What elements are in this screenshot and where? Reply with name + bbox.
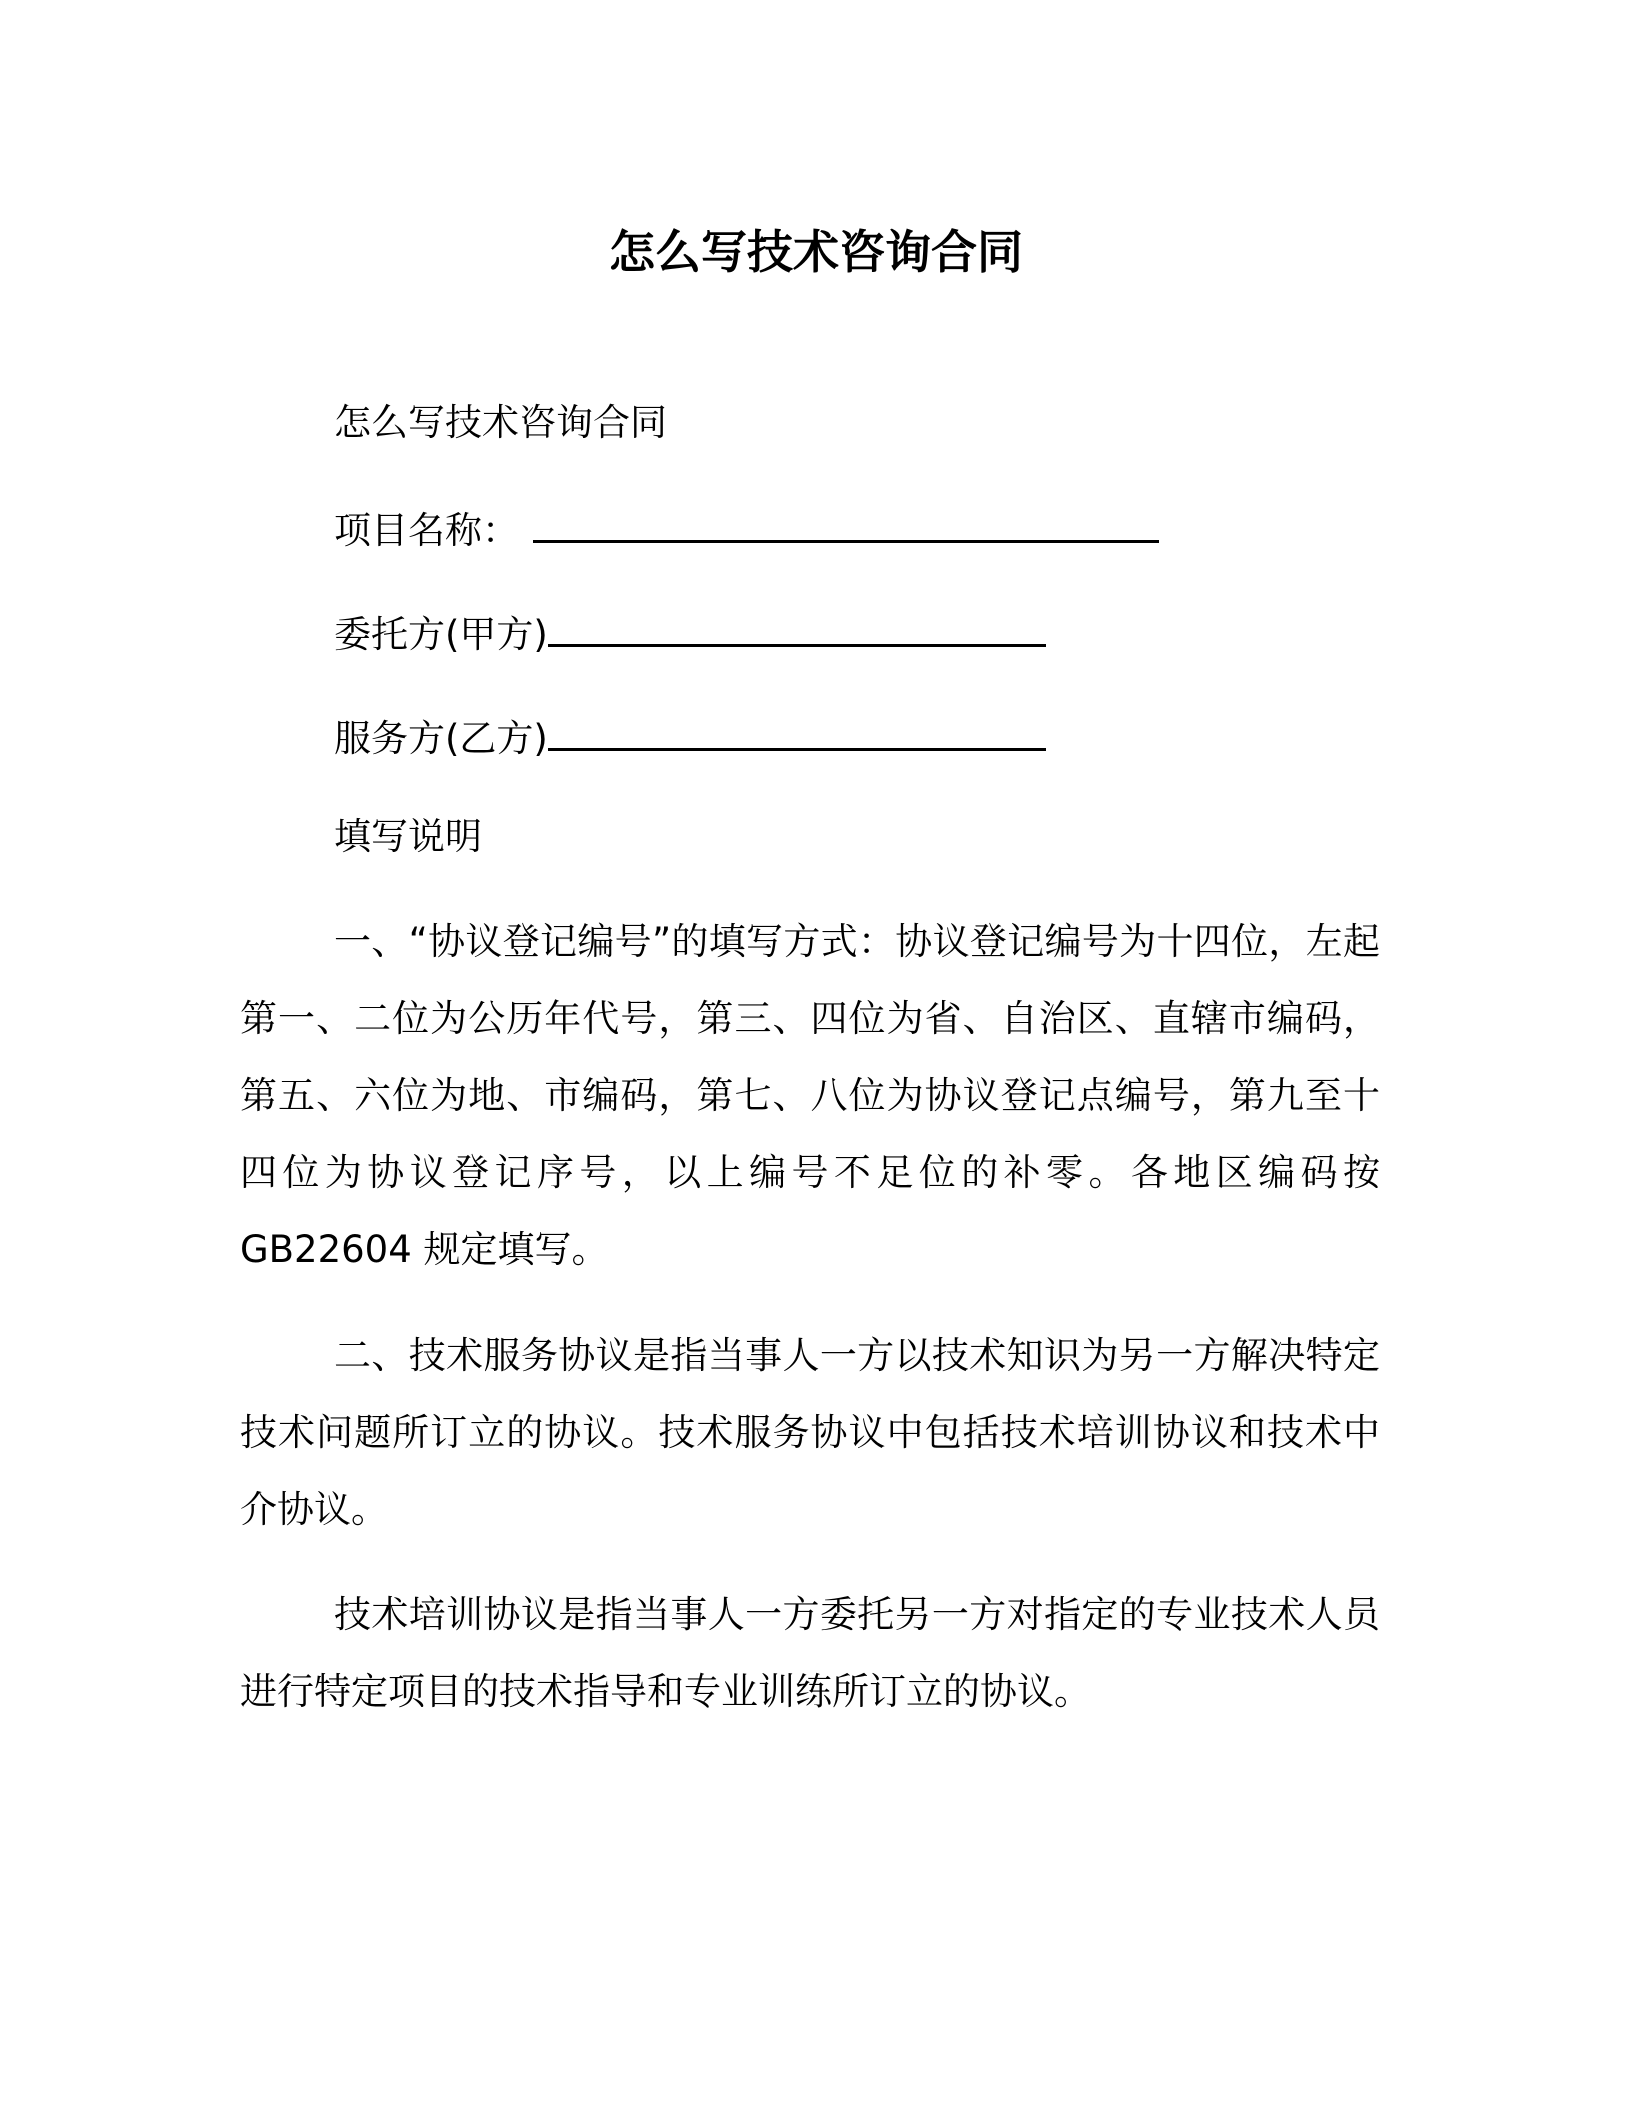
field-blank-provider (548, 714, 1046, 751)
field-client (334, 610, 1046, 660)
field-blank-client (548, 610, 1046, 647)
paragraph-training-agreement: 技术培训协议是指当事人一方委托另一方对指定的专业技术人员进行特定项目的技术指导和专业训练所订立的协议。 (240, 1593, 1380, 1713)
section-heading: 填写说明 (334, 815, 482, 858)
document-subtitle: 怎么写技术咨询合同 (334, 401, 667, 444)
paragraph-registration-number: 一、“协议登记编号”的填写方式：协议登记编号为十四位，左起第一、二位为公历年代号，第三、四位为省、自治区、直辖市编码，第五、六位为地、市编码，第七、八位为协议登记点编号，第九至十四位为协议登记序号，以上编号不足位的补零。各地区编码按GB22604 规定填写。 (240, 920, 1380, 1271)
field-label-project-name: 项目名称： (334, 509, 519, 552)
document-title: 怎么写技术咨询合同 (609, 225, 1023, 279)
field-provider (334, 714, 1046, 764)
field-label-client: 委托方(甲方) (334, 613, 548, 656)
paragraph-service-agreement: 二、技术服务协议是指当事人一方以技术知识为另一方解决特定技术问题所订立的协议。技术服务协议中包括技术培训协议和技术中介协议。 (240, 1334, 1380, 1531)
field-label-provider: 服务方(乙方) (334, 717, 548, 760)
field-blank-project-name (533, 506, 1159, 543)
field-project-name (334, 506, 1159, 556)
